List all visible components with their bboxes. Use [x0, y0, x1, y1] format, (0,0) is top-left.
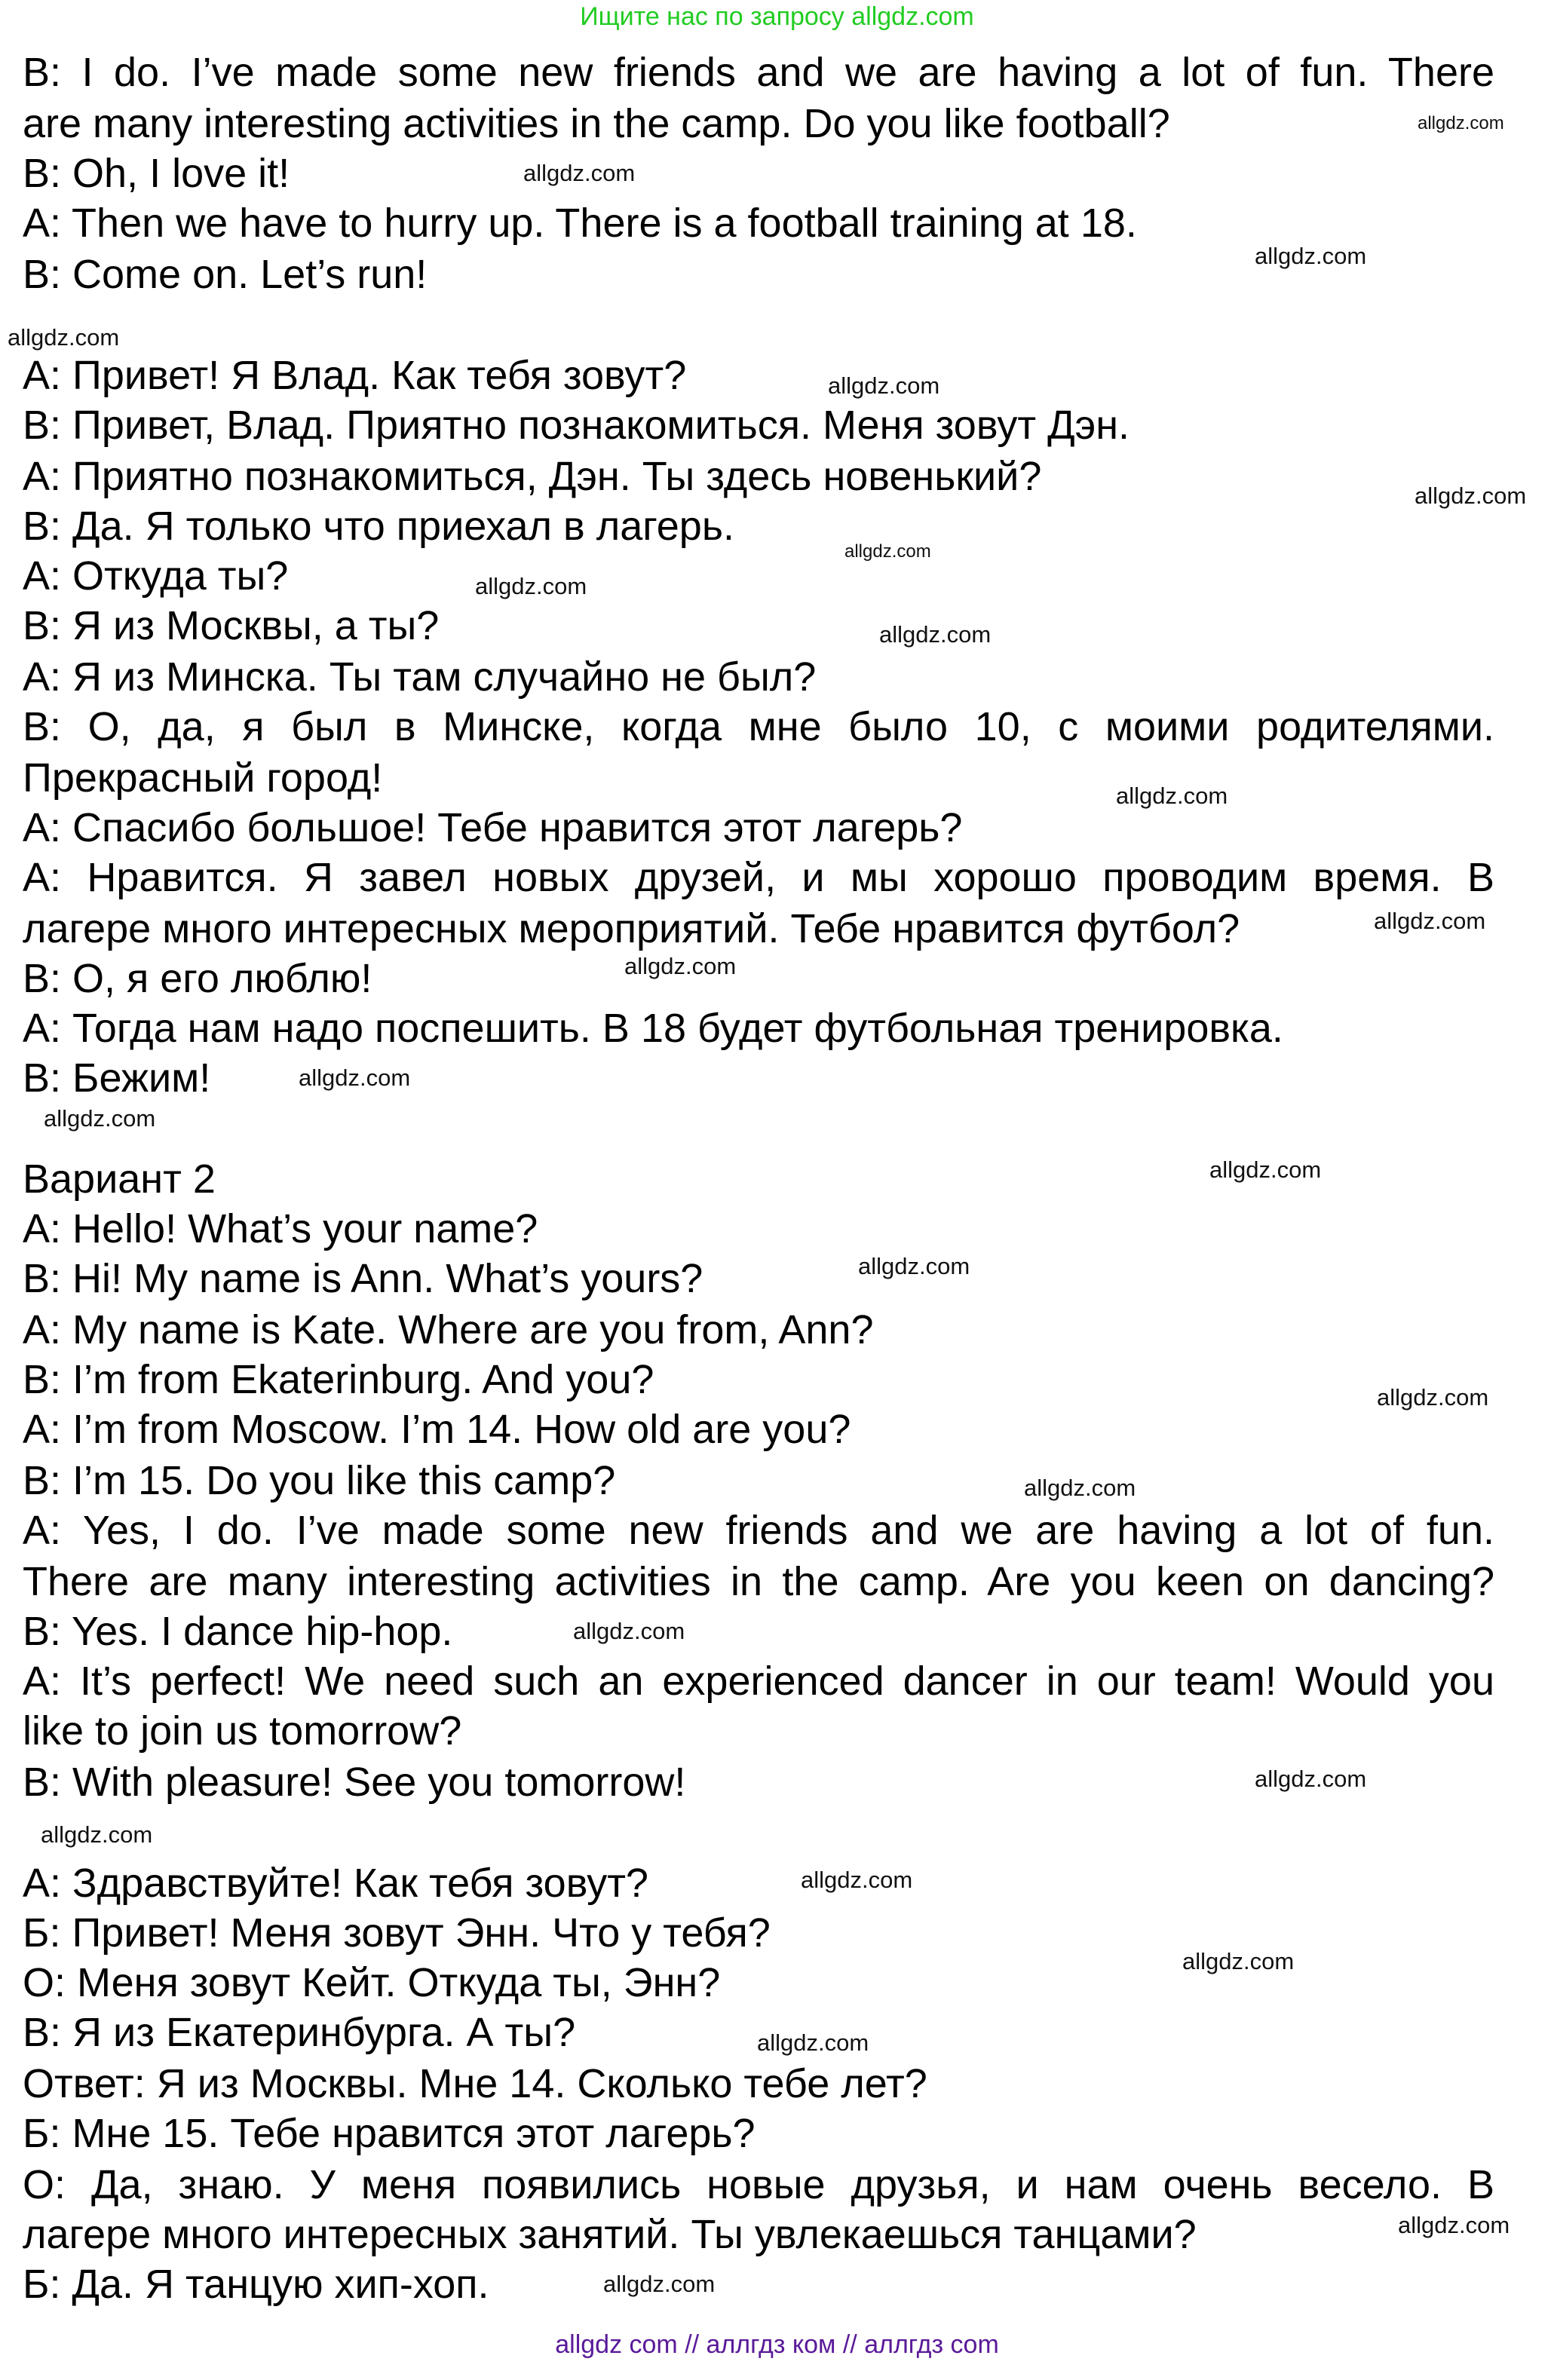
dialogue-line: В: О, я его люблю! — [23, 956, 372, 1001]
watermark: allgdz.com — [1209, 1156, 1322, 1183]
dialogue-line: are many interesting activities in the camp. Do you like football? — [23, 101, 1170, 146]
dialogue-line: В: Привет, Влад. Приятно познакомиться. Меня зовут Дэн. — [23, 403, 1130, 448]
footer-banner: allgdz com // аллгдз ком // аллгдз com — [555, 2330, 999, 2359]
dialogue-line: B: Hi! My name is Ann. What’s yours? — [23, 1256, 703, 1301]
watermark: allgdz.com — [573, 1618, 685, 1644]
dialogue-line: A: Yes, I do. I’ve made some new friends and we are having a lot of fun. — [23, 1508, 1494, 1553]
watermark: allgdz.com — [1182, 1948, 1295, 1974]
dialogue-line: Прекрасный город! — [23, 755, 383, 801]
watermark: allgdz.com — [1415, 482, 1527, 509]
dialogue-line: A: My name is Kate. Where are you from, Ann? — [23, 1307, 874, 1352]
dialogue-line: B: I’m 15. Do you like this camp? — [23, 1458, 616, 1503]
dialogue-line: There are many interesting activities in the camp. Are you keen on dancing? — [23, 1559, 1494, 1604]
dialogue-line: О: Да, знаю. У меня появились новые друзья, и нам очень весело. В — [23, 2162, 1494, 2207]
watermark: allgdz.com — [44, 1105, 156, 1132]
dialogue-line: Б: Привет! Меня зовут Энн. Что у тебя? — [23, 1910, 771, 1956]
watermark: allgdz.com — [1398, 2212, 1510, 2238]
dialogue-line: Б: Да. Я танцую хип-хоп. — [23, 2262, 489, 2307]
watermark: allgdz.com — [624, 953, 737, 979]
dialogue-line: О: Меня зовут Кейт. Откуда ты, Энн? — [23, 1960, 721, 2005]
dialogue-line: B: Oh, I love it! — [23, 151, 290, 196]
dialogue-line: А: Откуда ты? — [23, 553, 289, 599]
dialogue-line: А: Привет! Я Влад. Как тебя зовут? — [23, 353, 687, 398]
dialogue-line: В: Я из Екатеринбурга. А ты? — [23, 2010, 576, 2055]
dialogue-line: А: Тогда нам надо поспешить. В 18 будет футбольная тренировка. — [23, 1006, 1283, 1051]
watermark: allgdz.com — [844, 541, 931, 562]
dialogue-line: B: Yes. I dance hip-hop. — [23, 1609, 453, 1654]
watermark: allgdz.com — [858, 1253, 970, 1279]
watermark: allgdz.com — [1374, 908, 1486, 934]
dialogue-line: А: Здравствуйте! Как тебя зовут? — [23, 1861, 648, 1906]
dialogue-line: Б: Мне 15. Тебе нравится этот лагерь? — [23, 2111, 756, 2156]
watermark: allgdz.com — [603, 2271, 716, 2297]
watermark: allgdz.com — [1418, 113, 1504, 133]
dialogue-line: В: Я из Москвы, а ты? — [23, 603, 440, 648]
dialogue-line: А: Нравится. Я завел новых друзей, и мы хорошо проводим время. В — [23, 855, 1494, 900]
watermark: allgdz.com — [475, 573, 587, 599]
dialogue-line: B: Come on. Let’s run! — [23, 252, 428, 297]
dialogue-line: A: Then we have to hurry up. There is a football training at 18. — [23, 201, 1137, 246]
search-banner: Ищите нас по запросу allgdz.com — [580, 2, 974, 31]
watermark: allgdz.com — [523, 160, 636, 186]
dialogue-line: В: О, да, я был в Минске, когда мне было 10, с моими родителями. — [23, 704, 1494, 749]
watermark: allgdz.com — [757, 2029, 869, 2056]
watermark: allgdz.com — [828, 372, 940, 399]
section-heading: Вариант 2 — [23, 1156, 216, 1202]
dialogue-line: А: Спасибо большое! Тебе нравится этот лагерь? — [23, 805, 963, 850]
dialogue-line: лагере много интересных занятий. Ты увлекаешься танцами? — [23, 2212, 1197, 2257]
dialogue-line: B: I do. I’ve made some new friends and we are having a lot of fun. There — [23, 50, 1494, 95]
dialogue-line: В: Да. Я только что приехал в лагерь. — [23, 504, 734, 549]
watermark: allgdz.com — [1377, 1384, 1489, 1411]
watermark: allgdz.com — [879, 621, 992, 648]
watermark: allgdz.com — [1255, 243, 1367, 269]
watermark: allgdz.com — [1255, 1766, 1367, 1792]
dialogue-line: Ответ: Я из Москвы. Мне 14. Сколько тебе лет? — [23, 2061, 927, 2106]
dialogue-line: А: Приятно познакомиться, Дэн. Ты здесь новенький? — [23, 454, 1042, 499]
watermark: allgdz.com — [1116, 783, 1228, 809]
dialogue-line: B: With pleasure! See you tomorrow! — [23, 1760, 686, 1805]
dialogue-line: А: Я из Минска. Ты там случайно не был? — [23, 654, 817, 700]
watermark: allgdz.com — [41, 1821, 153, 1848]
dialogue-line: A: It’s perfect! We need such an experienced dancer in our team! Would you — [23, 1659, 1494, 1704]
dialogue-line: A: Hello! What’s your name? — [23, 1206, 538, 1251]
dialogue-line: В: Бежим! — [23, 1055, 211, 1101]
dialogue-line: лагере много интересных мероприятий. Тебе нравится футбол? — [23, 906, 1240, 951]
dialogue-line: like to join us tomorrow? — [23, 1708, 462, 1754]
watermark: allgdz.com — [299, 1064, 411, 1091]
watermark: allgdz.com — [1024, 1475, 1136, 1501]
watermark: allgdz.com — [801, 1867, 913, 1893]
dialogue-line: B: I’m from Ekaterinburg. And you? — [23, 1357, 654, 1402]
dialogue-line: A: I’m from Moscow. I’m 14. How old are you? — [23, 1407, 851, 1452]
watermark: allgdz.com — [8, 324, 120, 351]
